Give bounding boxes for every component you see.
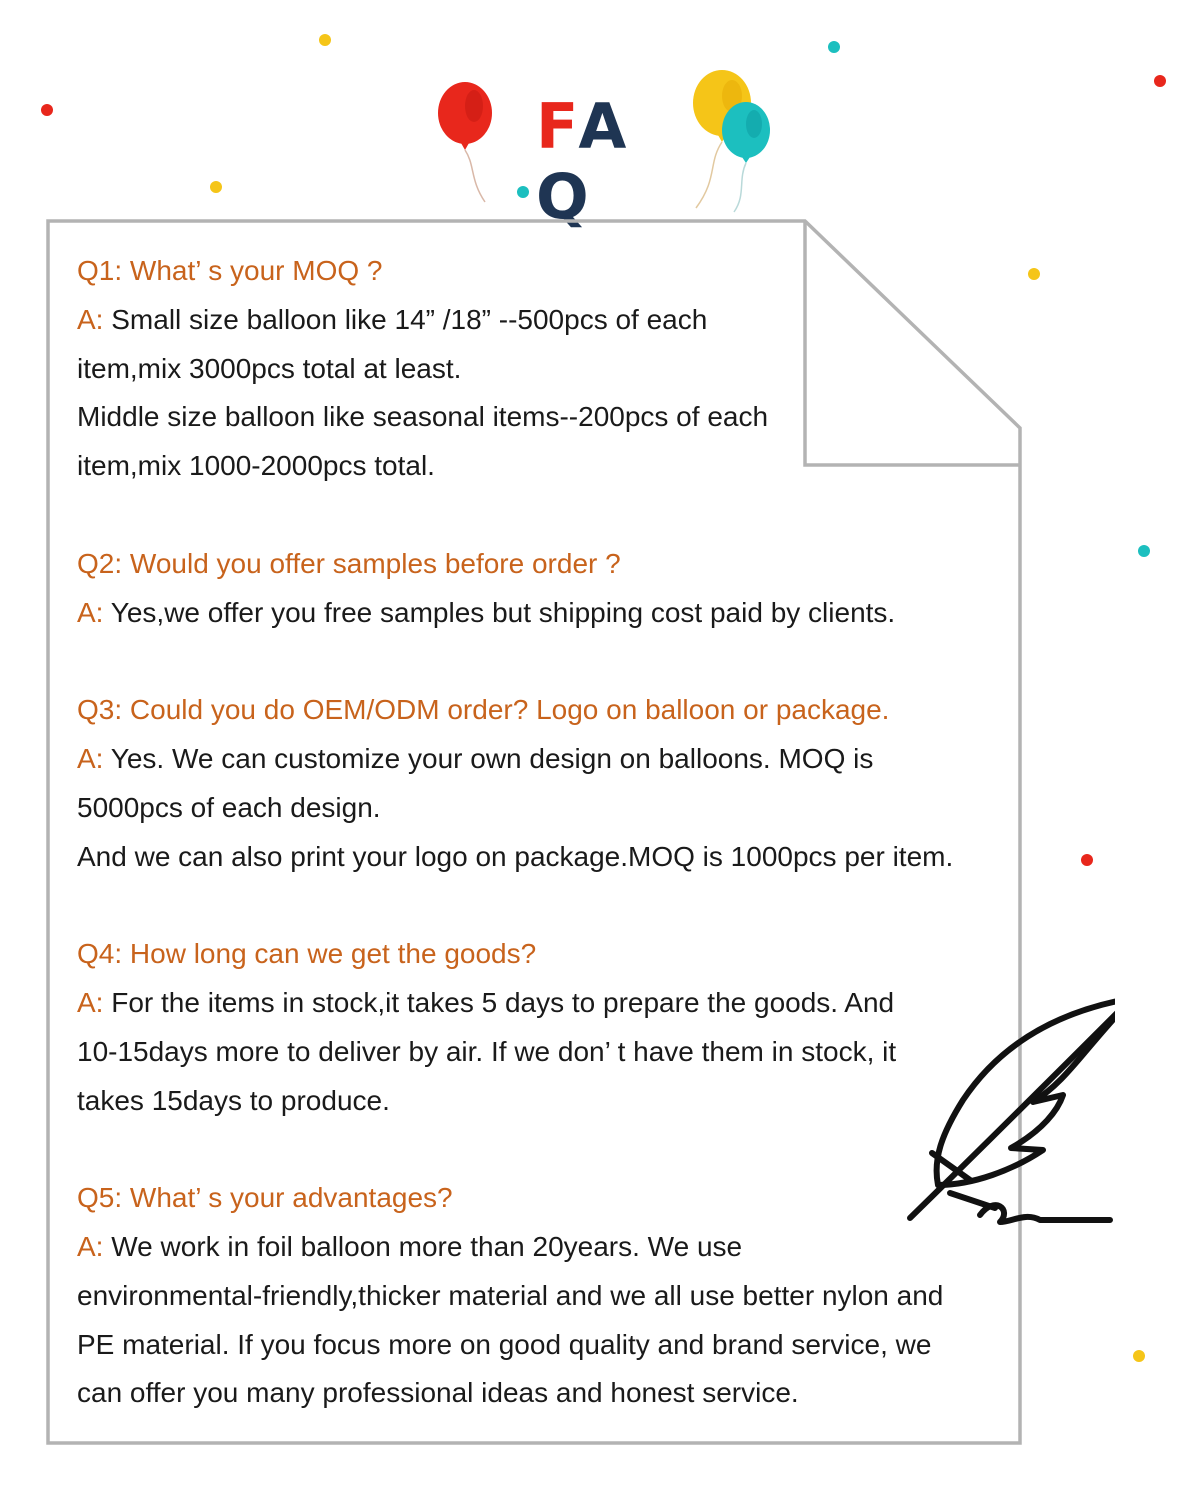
faq-answer-line xyxy=(77,296,1007,345)
confetti-dot-teal xyxy=(517,186,529,198)
answer-label: A: xyxy=(77,742,104,774)
confetti-dot-yellow xyxy=(319,34,331,46)
faq-answer-line: item,mix 3000pcs total at least. xyxy=(77,352,462,384)
faq-item-1 xyxy=(77,247,1007,491)
faq-answer-line: can offer you many professional ideas and honest service. xyxy=(77,1377,799,1409)
faq-question: Q2: Would you offer samples before order ? xyxy=(77,547,621,579)
feather-quill-icon xyxy=(900,990,1115,1230)
page-title xyxy=(536,90,666,233)
answer-label: A: xyxy=(77,986,104,1018)
title-letter-q: Q xyxy=(536,160,589,233)
confetti-dot-teal xyxy=(1138,545,1150,557)
faq-answer-line xyxy=(77,1223,1007,1272)
answer-text: Yes. We can customize your own design on balloons. MOQ is xyxy=(110,742,874,774)
answer-label: A: xyxy=(77,303,104,335)
faq-answer-line: item,mix 1000-2000pcs total. xyxy=(77,450,435,482)
title-letter-f: F xyxy=(536,90,579,163)
faq-question: Q4: How long can we get the goods? xyxy=(77,938,537,970)
faq-answer-line: And we can also print your logo on package.MOQ is 1000pcs per item. xyxy=(77,840,954,872)
faq-item-3 xyxy=(77,686,1007,881)
title-letter-a: A xyxy=(578,90,627,163)
faq-answer-line xyxy=(77,735,1007,784)
faq-answer-line xyxy=(77,589,1007,638)
confetti-dot-red xyxy=(1081,854,1093,866)
faq-answer-line: PE material. If you focus more on good quality and brand service, we xyxy=(77,1328,932,1360)
confetti-dot-teal xyxy=(828,41,840,53)
faq-list xyxy=(77,247,1007,1418)
answer-label: A: xyxy=(77,1230,104,1262)
faq-question: Q3: Could you do OEM/ODM order? Logo on balloon or package. xyxy=(77,694,890,726)
faq-item-4 xyxy=(77,930,1007,1125)
answer-text: We work in foil balloon more than 20years. We use xyxy=(111,1230,743,1262)
faq-item-5 xyxy=(77,1174,1007,1418)
faq-answer-line: 5000pcs of each design. xyxy=(77,791,381,823)
faq-answer-line: 10-15days more to deliver by air. If we don’ t have them in stock, it xyxy=(77,1035,897,1067)
confetti-dot-yellow xyxy=(1133,1350,1145,1362)
answer-text: Yes,we offer you free samples but shipping cost paid by clients. xyxy=(110,596,896,628)
faq-answer-line: environmental-friendly,thicker material and we all use better nylon and xyxy=(77,1279,944,1311)
faq-item-2 xyxy=(77,540,1007,638)
answer-label: A: xyxy=(77,596,104,628)
answer-text: For the items in stock,it takes 5 days to prepare the goods. And xyxy=(111,986,895,1018)
faq-question: Q5: What’ s your advantages? xyxy=(77,1182,453,1214)
confetti-dot-red xyxy=(1154,75,1166,87)
faq-answer-line xyxy=(77,979,1007,1028)
confetti-dot-yellow xyxy=(1028,268,1040,280)
answer-text: Small size balloon like 14” /18” --500pcs of each xyxy=(111,303,708,335)
faq-answer-line: takes 15days to produce. xyxy=(77,1084,390,1116)
faq-answer-line: Middle size balloon like seasonal items--200pcs of each xyxy=(77,401,769,433)
balloon-teal-icon xyxy=(716,100,776,215)
faq-question: Q1: What’ s your MOQ ? xyxy=(77,255,383,286)
confetti-dot-red xyxy=(41,104,53,116)
balloon-red-icon xyxy=(430,80,500,210)
confetti-dot-yellow xyxy=(210,181,222,193)
